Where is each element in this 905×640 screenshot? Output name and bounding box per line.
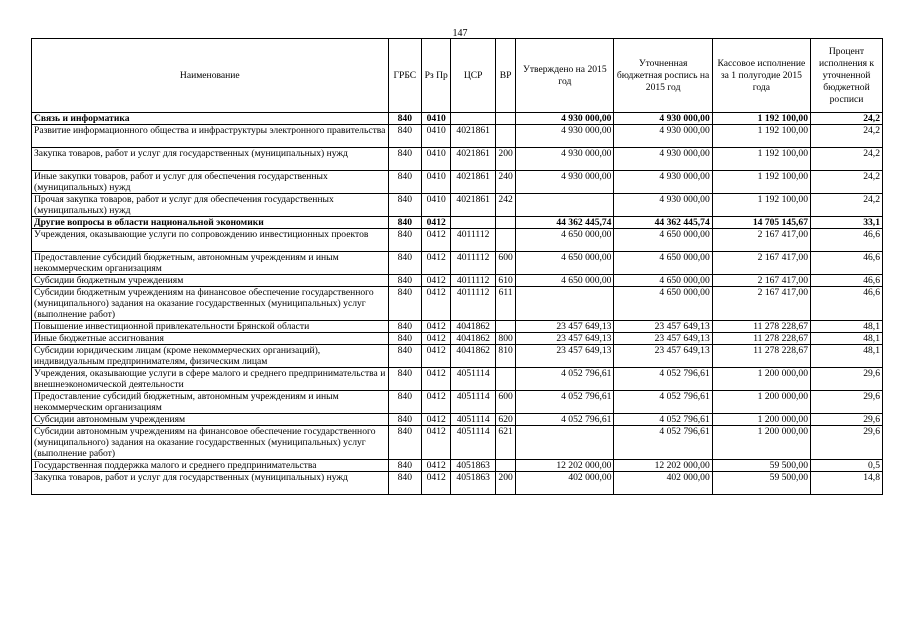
cell-vr	[495, 229, 515, 252]
cell-approved: 4 650 000,00	[516, 229, 614, 252]
cell-approved: 12 202 000,00	[516, 460, 614, 472]
cell-refined: 4 650 000,00	[614, 229, 712, 252]
table-row	[32, 391, 883, 414]
table-row	[32, 171, 883, 194]
cell-rzpr: 0412	[422, 287, 451, 321]
cell-grbs: 840	[388, 229, 421, 252]
cell-cash: 11 278 228,67	[712, 333, 810, 345]
cell-approved: 4 930 000,00	[516, 171, 614, 194]
table-row	[32, 287, 883, 321]
cell-percent: 29,6	[811, 368, 883, 391]
cell-rzpr: 0412	[422, 426, 451, 460]
cell-refined: 4 930 000,00	[614, 194, 712, 217]
cell-csr: 4051114	[451, 391, 496, 414]
cell-refined: 23 457 649,13	[614, 333, 712, 345]
cell-vr	[495, 217, 515, 229]
cell-approved	[516, 287, 614, 321]
cell-csr: 4041862	[451, 333, 496, 345]
cell-cash: 1 192 100,00	[712, 148, 810, 171]
cell-csr: 4051114	[451, 414, 496, 426]
cell-grbs: 840	[388, 391, 421, 414]
table-row	[32, 113, 883, 125]
cell-refined: 4 052 796,61	[614, 391, 712, 414]
cell-grbs: 840	[388, 460, 421, 472]
cell-name: Государственная поддержка малого и среднего предпринимательства	[32, 460, 389, 472]
cell-vr: 621	[495, 426, 515, 460]
cell-name: Субсидии бюджетным учреждениям на финансовое обеспечение государственного (муниципального) задания на оказание государственных (муниципальных) услуг (выполнение работ)	[32, 287, 389, 321]
cell-grbs: 840	[388, 368, 421, 391]
cell-percent: 24,2	[811, 194, 883, 217]
header-vr: ВР	[495, 39, 515, 113]
cell-percent: 48,1	[811, 333, 883, 345]
cell-rzpr: 0412	[422, 333, 451, 345]
table-header-row	[32, 39, 883, 113]
cell-refined: 4 052 796,61	[614, 414, 712, 426]
cell-cash: 11 278 228,67	[712, 321, 810, 333]
cell-cash: 1 200 000,00	[712, 426, 810, 460]
cell-refined: 4 930 000,00	[614, 113, 712, 125]
cell-vr	[495, 460, 515, 472]
cell-vr: 242	[495, 194, 515, 217]
cell-csr: 4021861	[451, 125, 496, 148]
cell-grbs: 840	[388, 217, 421, 229]
cell-refined: 23 457 649,13	[614, 321, 712, 333]
cell-name: Иные бюджетные ассигнования	[32, 333, 389, 345]
cell-grbs: 840	[388, 252, 421, 275]
cell-vr: 600	[495, 252, 515, 275]
cell-approved: 4 930 000,00	[516, 125, 614, 148]
cell-percent: 46,6	[811, 275, 883, 287]
cell-percent: 33,1	[811, 217, 883, 229]
cell-vr	[495, 125, 515, 148]
header-csr: ЦСР	[451, 39, 496, 113]
table-row	[32, 414, 883, 426]
cell-csr: 4041862	[451, 345, 496, 368]
cell-percent: 29,6	[811, 391, 883, 414]
cell-approved: 44 362 445,74	[516, 217, 614, 229]
cell-name: Закупка товаров, работ и услуг для государственных (муниципальных) нужд	[32, 148, 389, 171]
header-name: Наименование	[32, 39, 389, 113]
cell-vr: 200	[495, 148, 515, 171]
cell-rzpr: 0410	[422, 194, 451, 217]
cell-approved	[516, 194, 614, 217]
cell-cash: 1 192 100,00	[712, 113, 810, 125]
cell-rzpr: 0410	[422, 171, 451, 194]
cell-refined: 4 930 000,00	[614, 148, 712, 171]
cell-grbs: 840	[388, 472, 421, 495]
cell-percent: 0,5	[811, 460, 883, 472]
cell-grbs: 840	[388, 426, 421, 460]
cell-percent: 29,6	[811, 414, 883, 426]
table-row	[32, 125, 883, 148]
cell-grbs: 840	[388, 345, 421, 368]
cell-grbs: 840	[388, 125, 421, 148]
cell-percent: 24,2	[811, 171, 883, 194]
cell-rzpr: 0412	[422, 414, 451, 426]
cell-name: Субсидии юридическим лицам (кроме некоммерческих организаций), индивидуальным предпринимателям, физическим лицам	[32, 345, 389, 368]
table-row	[32, 426, 883, 460]
cell-cash: 2 167 417,00	[712, 287, 810, 321]
cell-name: Предоставление субсидий бюджетным, автономным учреждениям и иным некоммерческим организациям	[32, 252, 389, 275]
cell-cash: 11 278 228,67	[712, 345, 810, 368]
table-row	[32, 252, 883, 275]
table-row	[32, 194, 883, 217]
cell-refined: 4 650 000,00	[614, 287, 712, 321]
cell-grbs: 840	[388, 171, 421, 194]
cell-refined: 12 202 000,00	[614, 460, 712, 472]
cell-vr: 200	[495, 472, 515, 495]
table-body	[32, 113, 883, 495]
cell-percent: 46,6	[811, 287, 883, 321]
cell-cash: 2 167 417,00	[712, 229, 810, 252]
cell-rzpr: 0412	[422, 275, 451, 287]
cell-refined: 4 930 000,00	[614, 125, 712, 148]
cell-percent: 46,6	[811, 252, 883, 275]
table-row	[32, 472, 883, 495]
cell-cash: 1 192 100,00	[712, 125, 810, 148]
cell-approved: 4 650 000,00	[516, 252, 614, 275]
cell-name: Развитие информационного общества и инфраструктуры электронного правительства	[32, 125, 389, 148]
page-number: 147	[452, 28, 468, 39]
cell-name: Закупка товаров, работ и услуг для государственных (муниципальных) нужд	[32, 472, 389, 495]
cell-cash: 59 500,00	[712, 460, 810, 472]
cell-csr: 4051114	[451, 426, 496, 460]
table-row	[32, 345, 883, 368]
cell-name: Субсидии бюджетным учреждениям	[32, 275, 389, 287]
cell-rzpr: 0410	[422, 113, 451, 125]
cell-vr: 620	[495, 414, 515, 426]
cell-approved	[516, 426, 614, 460]
table-row	[32, 217, 883, 229]
cell-csr: 4021861	[451, 171, 496, 194]
cell-refined: 402 000,00	[614, 472, 712, 495]
cell-csr: 4051863	[451, 472, 496, 495]
cell-cash: 1 192 100,00	[712, 171, 810, 194]
cell-approved: 4 052 796,61	[516, 368, 614, 391]
cell-percent: 48,1	[811, 345, 883, 368]
cell-vr: 611	[495, 287, 515, 321]
cell-percent: 24,2	[811, 148, 883, 171]
cell-name: Повышение инвестиционной привлекательности Брянской области	[32, 321, 389, 333]
cell-percent: 24,2	[811, 113, 883, 125]
cell-refined: 4 930 000,00	[614, 171, 712, 194]
cell-cash: 14 705 145,67	[712, 217, 810, 229]
header-cash: Кассовое исполнение за 1 полугодие 2015 года	[712, 39, 810, 113]
cell-name: Субсидии автономным учреждениям на финансовое обеспечение государственного (муниципального) задания на оказание государственных (муниципальных) услуг (выполнение работ)	[32, 426, 389, 460]
cell-vr: 810	[495, 345, 515, 368]
cell-approved: 23 457 649,13	[516, 321, 614, 333]
cell-rzpr: 0410	[422, 125, 451, 148]
cell-csr: 4051114	[451, 368, 496, 391]
header-refined: Уточненная бюджетная роспись на 2015 год	[614, 39, 712, 113]
cell-cash: 1 200 000,00	[712, 391, 810, 414]
cell-csr	[451, 217, 496, 229]
cell-refined: 44 362 445,74	[614, 217, 712, 229]
cell-grbs: 840	[388, 333, 421, 345]
cell-name: Другие вопросы в области национальной экономики	[32, 217, 389, 229]
cell-rzpr: 0412	[422, 460, 451, 472]
cell-name: Иные закупки товаров, работ и услуг для обеспечения государственных (муниципальных) нужд	[32, 171, 389, 194]
cell-refined: 4 052 796,61	[614, 368, 712, 391]
cell-cash: 1 192 100,00	[712, 194, 810, 217]
cell-percent: 29,6	[811, 426, 883, 460]
cell-csr: 4011112	[451, 229, 496, 252]
budget-table	[31, 38, 883, 495]
cell-csr: 4011112	[451, 252, 496, 275]
cell-approved: 4 052 796,61	[516, 414, 614, 426]
cell-cash: 1 200 000,00	[712, 414, 810, 426]
cell-grbs: 840	[388, 287, 421, 321]
cell-rzpr: 0412	[422, 345, 451, 368]
cell-grbs: 840	[388, 321, 421, 333]
cell-name: Прочая закупка товаров, работ и услуг для обеспечения государственных (муниципальных) нужд	[32, 194, 389, 217]
cell-refined: 4 650 000,00	[614, 252, 712, 275]
table-row	[32, 368, 883, 391]
cell-cash: 59 500,00	[712, 472, 810, 495]
cell-rzpr: 0412	[422, 252, 451, 275]
cell-grbs: 840	[388, 275, 421, 287]
cell-cash: 2 167 417,00	[712, 252, 810, 275]
cell-cash: 2 167 417,00	[712, 275, 810, 287]
cell-name: Связь и информатика	[32, 113, 389, 125]
cell-approved: 23 457 649,13	[516, 333, 614, 345]
cell-approved: 4 930 000,00	[516, 113, 614, 125]
table-row	[32, 148, 883, 171]
cell-refined: 23 457 649,13	[614, 345, 712, 368]
table-row	[32, 321, 883, 333]
cell-rzpr: 0410	[422, 148, 451, 171]
cell-grbs: 840	[388, 194, 421, 217]
cell-csr: 4021861	[451, 148, 496, 171]
table-row	[32, 229, 883, 252]
cell-rzpr: 0412	[422, 229, 451, 252]
cell-vr: 600	[495, 391, 515, 414]
cell-grbs: 840	[388, 414, 421, 426]
header-grbs: ГРБС	[388, 39, 421, 113]
cell-approved: 23 457 649,13	[516, 345, 614, 368]
cell-vr	[495, 321, 515, 333]
cell-approved: 4 052 796,61	[516, 391, 614, 414]
cell-name: Субсидии автономным учреждениям	[32, 414, 389, 426]
cell-approved: 4 650 000,00	[516, 275, 614, 287]
cell-csr: 4021861	[451, 194, 496, 217]
cell-approved: 4 930 000,00	[516, 148, 614, 171]
cell-csr: 4011112	[451, 275, 496, 287]
cell-cash: 1 200 000,00	[712, 368, 810, 391]
header-percent: Процент исполнения к уточненной бюджетной росписи	[811, 39, 883, 113]
cell-rzpr: 0412	[422, 391, 451, 414]
cell-csr	[451, 113, 496, 125]
cell-percent: 24,2	[811, 125, 883, 148]
cell-rzpr: 0412	[422, 321, 451, 333]
cell-grbs: 840	[388, 148, 421, 171]
cell-vr: 610	[495, 275, 515, 287]
cell-name: Предоставление субсидий бюджетным, автономным учреждениям и иным некоммерческим организациям	[32, 391, 389, 414]
cell-vr: 800	[495, 333, 515, 345]
cell-percent: 46,6	[811, 229, 883, 252]
cell-rzpr: 0412	[422, 217, 451, 229]
table-row	[32, 275, 883, 287]
cell-percent: 14,8	[811, 472, 883, 495]
cell-percent: 48,1	[811, 321, 883, 333]
cell-name: Учреждения, оказывающие услуги по сопровождению инвестиционных проектов	[32, 229, 389, 252]
cell-csr: 4041862	[451, 321, 496, 333]
cell-vr: 240	[495, 171, 515, 194]
cell-vr	[495, 113, 515, 125]
header-rzpr: Рз Пр	[422, 39, 451, 113]
cell-approved: 402 000,00	[516, 472, 614, 495]
table-row	[32, 460, 883, 472]
cell-grbs: 840	[388, 113, 421, 125]
header-approved: Утверждено на 2015 год	[516, 39, 614, 113]
cell-name: Учреждения, оказывающие услуги в сфере малого и среднего предпринимательства и внешнеэкономической деятельности	[32, 368, 389, 391]
cell-csr: 4011112	[451, 287, 496, 321]
table-row	[32, 333, 883, 345]
cell-refined: 4 650 000,00	[614, 275, 712, 287]
cell-refined: 4 052 796,61	[614, 426, 712, 460]
cell-vr	[495, 368, 515, 391]
cell-rzpr: 0412	[422, 472, 451, 495]
cell-csr: 4051863	[451, 460, 496, 472]
cell-rzpr: 0412	[422, 368, 451, 391]
